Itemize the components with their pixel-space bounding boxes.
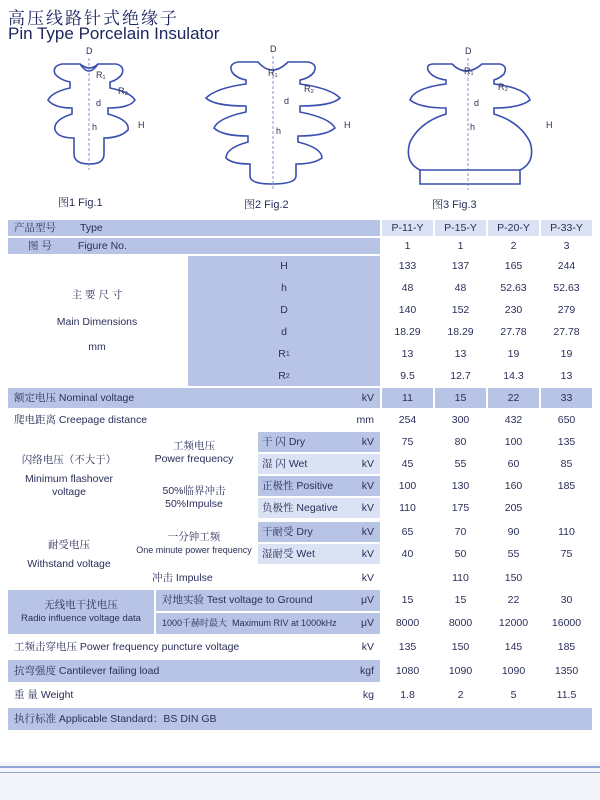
dimension-value: 13 [541, 366, 592, 386]
weight-label: 重 量 Weight kg [8, 684, 380, 706]
bottom-decoration [0, 762, 600, 800]
fig3-dim-R1: R₁ [464, 66, 474, 76]
model-header: P-15-Y [435, 220, 486, 236]
flash-pf-label: 工频电压 Power frequency [132, 432, 256, 474]
flashover-value: 85 [541, 454, 592, 474]
dimension-value: 140 [382, 300, 433, 320]
dimension-value: 48 [382, 278, 433, 298]
dimension-value: 13 [435, 344, 486, 364]
dimension-value: 52.63 [541, 278, 592, 298]
withstand-pf-label: 一分钟工频 One minute power frequency [132, 522, 256, 566]
flashover-value: 100 [382, 476, 433, 496]
dimension-value: 9.5 [382, 366, 433, 386]
flashover-value: 55 [435, 454, 486, 474]
dimension-value: 52.63 [488, 278, 539, 298]
dim-label: R 2 [278, 369, 290, 382]
riv-value: 22 [488, 590, 539, 611]
flashover-value: 205 [488, 498, 539, 518]
withstand-value: 90 [488, 522, 539, 542]
puncture-value: 135 [382, 636, 433, 658]
withstand-value: 50 [435, 544, 486, 564]
flashover-row-label: 湿 闪 Wet kV [258, 454, 380, 474]
withstand-impulse-value: 150 [488, 568, 539, 588]
cantilever-value: 1080 [382, 660, 433, 682]
fig2-dim-R1: R₁ [268, 68, 278, 78]
withstand-label: 耐受电压 Withstand voltage [8, 522, 130, 588]
riv-value: 8000 [382, 613, 433, 634]
creepage-value: 432 [488, 410, 539, 430]
fig3-dim-R2: R₂ [498, 82, 508, 92]
cantilever-label: 抗弯强度 Cantilever failing load kgf [8, 660, 380, 682]
nominal-voltage-value: 11 [382, 388, 433, 408]
flashover-value: 60 [488, 454, 539, 474]
flashover-value: 80 [435, 432, 486, 452]
cantilever-value: 1090 [435, 660, 486, 682]
cantilever-value: 1350 [541, 660, 592, 682]
dimension-value: 279 [541, 300, 592, 320]
figure-no-value: 1 [435, 238, 486, 254]
riv-value: 30 [541, 590, 592, 611]
title-chinese: 高压线路针式绝缘子 [8, 9, 179, 29]
dimension-value: 18.29 [435, 322, 486, 342]
riv-ground-label: 对地实验 Test voltage to Ground μV [156, 590, 380, 611]
nominal-voltage-value: 22 [488, 388, 539, 408]
fig3-caption: 图3 Fig.3 [432, 199, 477, 211]
dim-label: d [281, 325, 287, 338]
dimension-value: 18.29 [382, 322, 433, 342]
withstand-value: 70 [435, 522, 486, 542]
flashover-row-label: 正极性 Positive kV [258, 476, 380, 496]
riv-value: 12000 [488, 613, 539, 634]
cantilever-value: 1090 [488, 660, 539, 682]
creepage-value: 300 [435, 410, 486, 430]
flashover-value: 185 [541, 476, 592, 496]
fig1-dim-h: h [92, 122, 98, 132]
riv-value: 15 [435, 590, 486, 611]
fig1-dim-R1: R₁ [96, 70, 106, 80]
figure-no-value: 3 [541, 238, 592, 254]
fig2-dim-d: d [284, 96, 290, 106]
withstand-row-label: 湿耐受 Wet kV [258, 544, 380, 564]
dimension-value: 12.7 [435, 366, 486, 386]
flashover-value: 135 [541, 432, 592, 452]
fig3-dim-h: h [470, 122, 476, 132]
insulator-drawings [0, 44, 600, 214]
dimension-value: 19 [488, 344, 539, 364]
puncture-value: 185 [541, 636, 592, 658]
withstand-value: 40 [382, 544, 433, 564]
dimension-value: 133 [382, 256, 433, 276]
dimension-value: 19 [541, 344, 592, 364]
riv-label: 无线电干扰电压 Radio influence voltage data [8, 590, 154, 634]
fig2-dim-h: h [276, 126, 282, 136]
weight-value: 1.8 [382, 684, 433, 706]
flashover-row-label: 负极性 Negative kV [258, 498, 380, 518]
figures-area [0, 44, 600, 214]
fig1-drawing [48, 64, 135, 164]
fig3-dim-D: D [465, 46, 472, 56]
flashover-value: 130 [435, 476, 486, 496]
flash-impulse-label: 50%临界冲击 50%Impulse [132, 476, 256, 520]
flashover-value: 175 [435, 498, 486, 518]
fig3-dim-H: H [546, 120, 553, 130]
flashover-value [541, 498, 592, 518]
flashover-value: 45 [382, 454, 433, 474]
flashover-value: 100 [488, 432, 539, 452]
dim-label: R 1 [278, 347, 290, 360]
fig2-dim-H: H [344, 120, 351, 130]
dimension-value: 14.3 [488, 366, 539, 386]
figure-no-label: 图 号 Figure No. [8, 238, 380, 254]
flashover-row-label: 干 闪 Dry kV [258, 432, 380, 452]
flashover-value: 75 [382, 432, 433, 452]
withstand-impulse-label: 冲击 Impulse kV [132, 568, 380, 588]
model-header: P-33-Y [541, 220, 592, 236]
figure-no-value: 1 [382, 238, 433, 254]
figure-no-value: 2 [488, 238, 539, 254]
dimension-value: 27.78 [488, 322, 539, 342]
creepage-value: 254 [382, 410, 433, 430]
fig1-dim-D: D [86, 46, 93, 56]
dimension-value: 27.78 [541, 322, 592, 342]
puncture-label: 工频击穿电压 Power frequency puncture voltage kV [8, 636, 380, 658]
withstand-value: 75 [541, 544, 592, 564]
withstand-impulse-value [382, 568, 433, 588]
withstand-value: 110 [541, 522, 592, 542]
weight-value: 11.5 [541, 684, 592, 706]
dimension-value: 137 [435, 256, 486, 276]
nominal-voltage-label: 额定电压 Nominal voltage kV [8, 388, 380, 408]
fig2-dim-R2: R₂ [304, 84, 314, 94]
fig1-dim-H: H [138, 120, 145, 130]
dimension-value: 230 [488, 300, 539, 320]
dim-label: D [280, 303, 288, 316]
withstand-value: 55 [488, 544, 539, 564]
creepage-label: 爬电距离 Creepage distance mm [8, 410, 380, 430]
fig3-dim-d: d [474, 98, 480, 108]
type-label: 产品型号 Type [8, 220, 380, 236]
fig1-dim-R2: R₂ [118, 86, 128, 96]
dim-label: H [280, 259, 288, 272]
model-header: P-11-Y [382, 220, 433, 236]
spec-table [8, 220, 592, 758]
dimension-value: 13 [382, 344, 433, 364]
fig1-caption: 图1 Fig.1 [58, 197, 103, 209]
applicable-standard: 执行标准 Applicable Standard：BS DIN GB [8, 708, 592, 730]
riv-value: 15 [382, 590, 433, 611]
flashover-label: 闪络电压（不大于） Minimum flashover voltage [8, 432, 130, 520]
weight-value: 2 [435, 684, 486, 706]
nominal-voltage-value: 33 [541, 388, 592, 408]
riv-value: 16000 [541, 613, 592, 634]
fig1-dim-d: d [96, 98, 102, 108]
dimension-value: 152 [435, 300, 486, 320]
flashover-value: 160 [488, 476, 539, 496]
riv-value: 8000 [435, 613, 486, 634]
riv-max-label: 1000千赫时最大 Maximum RIV at 1000kHz μV [156, 613, 380, 634]
main-dimensions-label: 主 要 尺 寸 Main Dimensions mm [8, 256, 186, 386]
puncture-value: 145 [488, 636, 539, 658]
title-english: Pin Type Porcelain Insulator [8, 24, 220, 43]
nominal-voltage-value: 15 [435, 388, 486, 408]
dimension-value: 244 [541, 256, 592, 276]
dimension-value: 48 [435, 278, 486, 298]
dimension-labels [188, 256, 380, 386]
dim-label: h [281, 281, 287, 294]
fig2-caption: 图2 Fig.2 [244, 199, 289, 211]
withstand-impulse-value [541, 568, 592, 588]
weight-value: 5 [488, 684, 539, 706]
withstand-row-label: 干耐受 Dry kV [258, 522, 380, 542]
creepage-value: 650 [541, 410, 592, 430]
puncture-value: 150 [435, 636, 486, 658]
dimension-value: 165 [488, 256, 539, 276]
fig2-dim-D: D [270, 44, 277, 54]
withstand-impulse-value: 110 [435, 568, 486, 588]
flashover-value: 110 [382, 498, 433, 518]
withstand-value: 65 [382, 522, 433, 542]
model-header: P-20-Y [488, 220, 539, 236]
